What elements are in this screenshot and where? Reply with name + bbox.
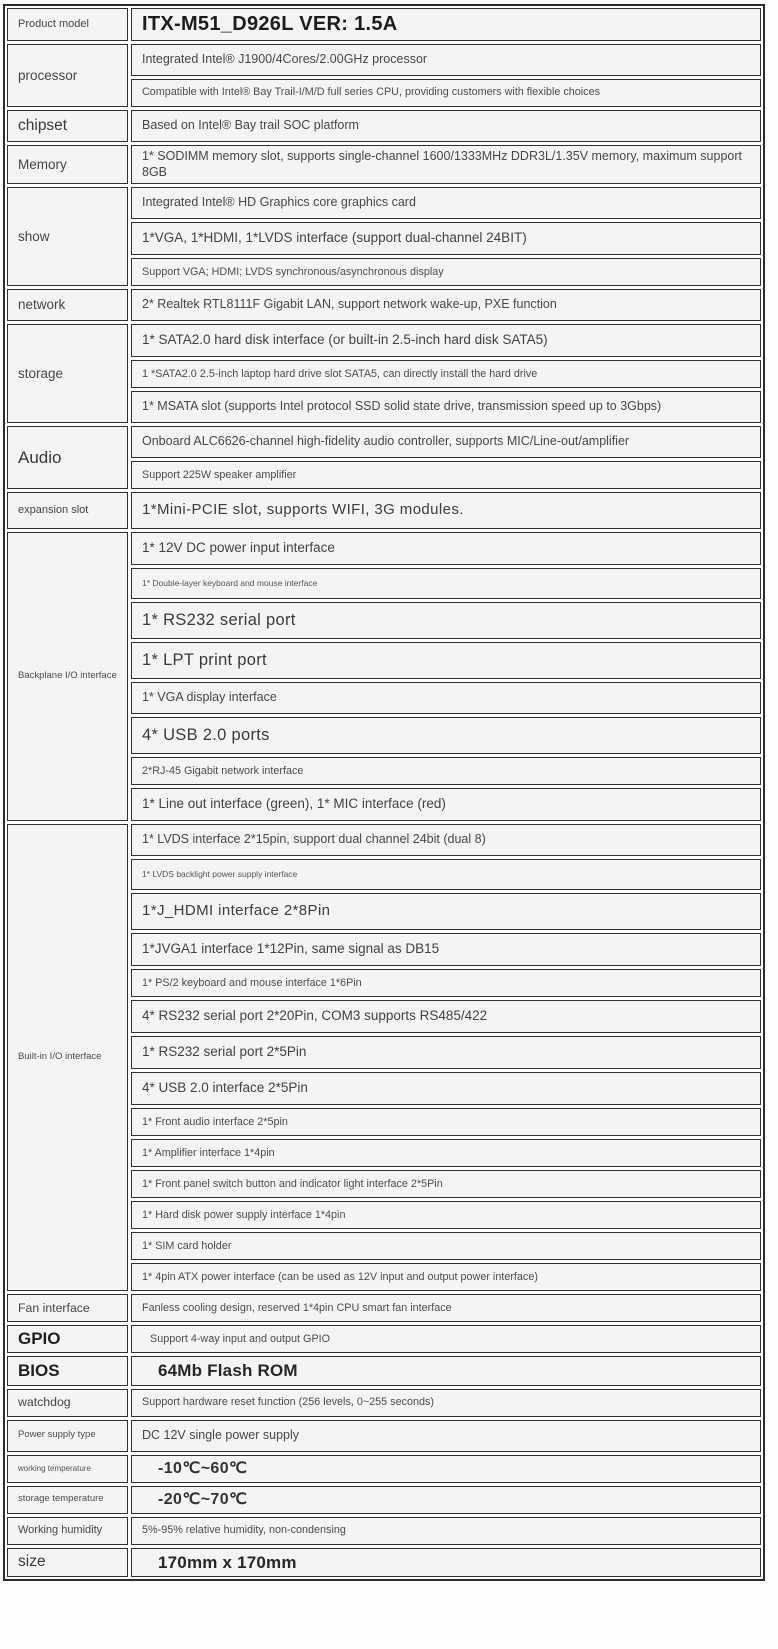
value-rows (131, 289, 761, 321)
row-label-audio: Audio (7, 426, 128, 489)
value-rows (131, 110, 761, 142)
row-label-storage-temperature: storage temperature (7, 1486, 128, 1514)
row-label-fan-interface: Fan interface (7, 1294, 128, 1322)
spec-section-power-supply-type (7, 1420, 761, 1452)
spec-value: 1* LVDS backlight power supply interface (131, 859, 761, 890)
spec-section-storage (7, 324, 761, 423)
spec-value: 1*J_HDMI interface 2*8Pin (131, 893, 761, 930)
spec-value: Based on Intel® Bay trail SOC platform (131, 110, 761, 142)
spec-value: -10℃~60℃ (131, 1455, 761, 1483)
spec-value: 1* SIM card holder (131, 1232, 761, 1260)
spec-value: Support 225W speaker amplifier (131, 461, 761, 489)
spec-value: 1* LPT print port (131, 642, 761, 679)
spec-section-network (7, 289, 761, 321)
spec-section-expansion-slot (7, 492, 761, 529)
row-label-bios: BIOS (7, 1356, 128, 1385)
row-label-backplane-i-o-interface: Backplane I/O interface (7, 532, 128, 821)
spec-value: Compatible with Intel® Bay Trail-I/M/D full series CPU, providing customers with flexible choices (131, 79, 761, 107)
spec-value: 1*Mini-PCIE slot, supports WIFI, 3G modules. (131, 492, 761, 529)
value-rows (131, 1548, 761, 1577)
value-rows (131, 324, 761, 423)
spec-value: 64Mb Flash ROM (131, 1356, 761, 1385)
spec-section-storage-temperature (7, 1486, 761, 1514)
row-label-gpio: GPIO (7, 1325, 128, 1353)
spec-value: 2* Realtek RTL8111F Gigabit LAN, support network wake-up, PXE function (131, 289, 761, 321)
spec-value: 1 *SATA2.0 2.5-inch laptop hard drive slot SATA5, can directly install the hard drive (131, 360, 761, 388)
spec-section-backplane-i-o-interface (7, 532, 761, 821)
spec-section-size (7, 1548, 761, 1577)
spec-value: -20℃~70℃ (131, 1486, 761, 1514)
row-label-processor: processor (7, 44, 128, 107)
value-rows (131, 1486, 761, 1514)
spec-value: Support VGA; HDMI; LVDS synchronous/asynchronous display (131, 258, 761, 286)
row-label-storage: storage (7, 324, 128, 423)
spec-value: Fanless cooling design, reserved 1*4pin CPU smart fan interface (131, 1294, 761, 1322)
row-label-size: size (7, 1548, 128, 1577)
spec-section-bios (7, 1356, 761, 1385)
row-label-network: network (7, 289, 128, 321)
row-label-working-temperature: working temperature (7, 1455, 128, 1483)
spec-value: Support hardware reset function (256 levels, 0~255 seconds) (131, 1389, 761, 1417)
spec-section-working-temperature (7, 1455, 761, 1483)
value-rows (131, 426, 761, 489)
spec-section-chipset (7, 110, 761, 142)
row-label-built-in-i-o-interface: Built-in I/O interface (7, 824, 128, 1291)
value-rows (131, 187, 761, 286)
value-rows (131, 1420, 761, 1452)
spec-value: 4* USB 2.0 ports (131, 717, 761, 754)
spec-value: 1* Amplifier interface 1*4pin (131, 1139, 761, 1167)
value-rows (131, 1356, 761, 1385)
spec-value: 4* USB 2.0 interface 2*5Pin (131, 1072, 761, 1105)
value-rows (131, 1455, 761, 1483)
spec-section-memory (7, 145, 761, 184)
spec-value: 1*JVGA1 interface 1*12Pin, same signal as DB15 (131, 933, 761, 966)
spec-value: Onboard ALC6626-channel high-fidelity audio controller, supports MIC/Line-out/amplifier (131, 426, 761, 458)
value-rows (131, 1517, 761, 1545)
spec-value: Integrated Intel® J1900/4Cores/2.00GHz processor (131, 44, 761, 76)
value-rows (131, 145, 761, 184)
spec-section-show (7, 187, 761, 286)
spec-section-audio (7, 426, 761, 489)
spec-value: 1* PS/2 keyboard and mouse interface 1*6Pin (131, 969, 761, 997)
row-label-power-supply-type: Power supply type (7, 1420, 128, 1452)
spec-value: 1* Front audio interface 2*5pin (131, 1108, 761, 1136)
row-label-working-humidity: Working humidity (7, 1517, 128, 1545)
spec-value: 1* SODIMM memory slot, supports single-channel 1600/1333MHz DDR3L/1.35V memory, maximum support 8GB (131, 145, 761, 184)
value-rows (131, 8, 761, 41)
row-label-show: show (7, 187, 128, 286)
value-rows (131, 44, 761, 107)
spec-value: 1* RS232 serial port 2*5Pin (131, 1036, 761, 1069)
spec-section-product-model (7, 8, 761, 41)
spec-section-built-in-i-o-interface (7, 824, 761, 1291)
spec-value: Integrated Intel® HD Graphics core graphics card (131, 187, 761, 219)
row-label-expansion-slot: expansion slot (7, 492, 128, 529)
spec-section-processor (7, 44, 761, 107)
spec-value: 5%-95% relative humidity, non-condensing (131, 1517, 761, 1545)
spec-value: 1* Front panel switch button and indicator light interface 2*5Pin (131, 1170, 761, 1198)
value-rows (131, 492, 761, 529)
row-label-watchdog: watchdog (7, 1389, 128, 1417)
spec-value: 1* 4pin ATX power interface (can be used as 12V input and output power interface) (131, 1263, 761, 1291)
spec-value: 1* LVDS interface 2*15pin, support dual channel 24bit (dual 8) (131, 824, 761, 856)
spec-value: 1*VGA, 1*HDMI, 1*LVDS interface (support dual-channel 24BIT) (131, 222, 761, 255)
spec-value: 2*RJ-45 Gigabit network interface (131, 757, 761, 785)
value-rows (131, 1389, 761, 1417)
spec-value: 1* MSATA slot (supports Intel protocol SSD solid state drive, transmission speed up to 3Gbps) (131, 391, 761, 423)
value-rows (131, 1325, 761, 1353)
spec-value: Support 4-way input and output GPIO (131, 1325, 761, 1353)
spec-value: 1* SATA2.0 hard disk interface (or built-in 2.5-inch hard disk SATA5) (131, 324, 761, 357)
spec-value: ITX-M51_D926L VER: 1.5A (131, 8, 761, 41)
value-rows (131, 824, 761, 1291)
spec-value: 170mm x 170mm (131, 1548, 761, 1577)
spec-table (3, 4, 765, 1581)
spec-value: DC 12V single power supply (131, 1420, 761, 1452)
spec-value: 1* Double-layer keyboard and mouse interface (131, 568, 761, 599)
spec-section-watchdog (7, 1389, 761, 1417)
spec-value: 1* Hard disk power supply interface 1*4pin (131, 1201, 761, 1229)
value-rows (131, 532, 761, 821)
spec-section-gpio (7, 1325, 761, 1353)
spec-value: 1* VGA display interface (131, 682, 761, 714)
spec-section-working-humidity (7, 1517, 761, 1545)
spec-value: 1* 12V DC power input interface (131, 532, 761, 565)
spec-value: 4* RS232 serial port 2*20Pin, COM3 supports RS485/422 (131, 1000, 761, 1033)
spec-section-fan-interface (7, 1294, 761, 1322)
spec-value: 1* RS232 serial port (131, 602, 761, 639)
spec-value: 1* Line out interface (green), 1* MIC interface (red) (131, 788, 761, 821)
row-label-chipset: chipset (7, 110, 128, 142)
row-label-product-model: Product model (7, 8, 128, 41)
value-rows (131, 1294, 761, 1322)
row-label-memory: Memory (7, 145, 128, 184)
